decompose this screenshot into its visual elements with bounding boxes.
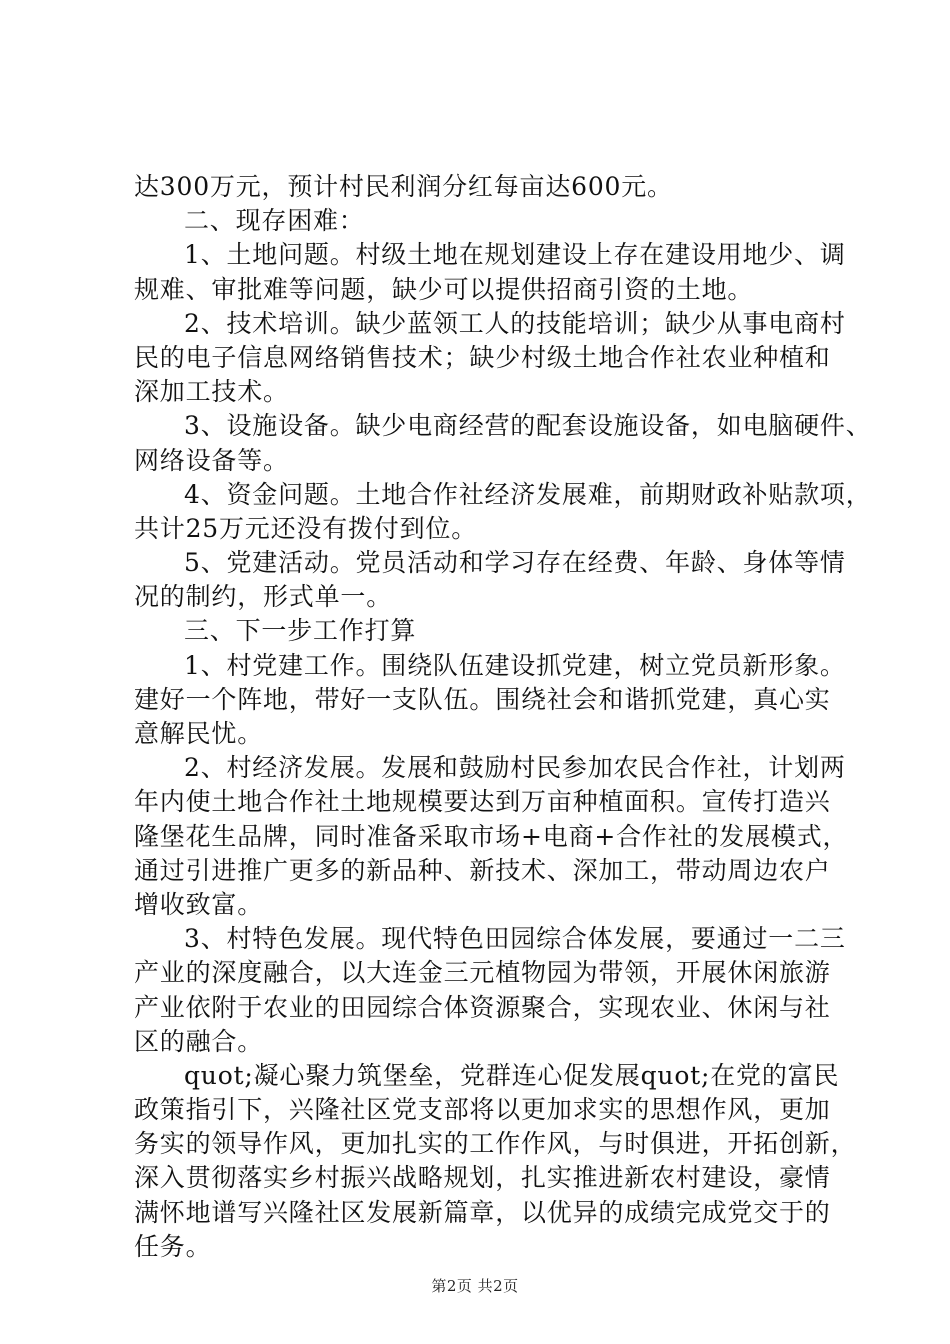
text-line: 规难、审批难等问题，缺少可以提供招商引资的土地。 [134,274,754,304]
text-line: quot;凝心聚力筑堡垒，党群连心促发展quot;在党的富民 [184,1060,840,1090]
text-line: 三、下一步工作打算 [184,616,417,646]
text-line: 建好一个阵地，带好一支队伍。围绕社会和谐抓党建，真心实 [134,684,831,714]
text-line: 区的融合。 [134,1026,264,1056]
text-line: 5、党建活动。党员活动和学习存在经费、年龄、身体等情 [184,548,846,578]
text-line: 产业依附于农业的田园综合体资源聚合，实现农业、休闲与社 [134,992,831,1022]
text-line: 4、资金问题。土地合作社经济发展难，前期财政补贴款项， [184,479,872,509]
text-line: 意解民忧。 [134,719,264,748]
text-line: 民的电子信息网络销售技术；缺少村级土地合作社农业种植和 [134,342,831,372]
text-line: 深加工技术。 [134,377,289,407]
text-line: 务实的领导作风，更加扎实的工作作风，与时俱进，开拓创新， [134,1129,857,1159]
text-line: 2、技术培训。缺少蓝领工人的技能培训；缺少从事电商村 [184,308,846,338]
text-line: 况的制约，形式单一。 [134,582,393,612]
text-line: 政策指引下，兴隆社区党支部将以更加求实的思想作风，更加 [134,1095,831,1125]
text-line: 隆堡花生品牌，同时准备采取市场+电商+合作社的发展模式， [134,821,849,851]
text-line: 达300万元，预计村民利润分红每亩达600元。 [134,172,673,201]
text-line: 通过引进推广更多的新品种、新技术、深加工，带动周边农户 [134,855,831,885]
text-line: 二、现存困难： [184,206,365,236]
text-line: 3、村特色发展。现代特色田园综合体发展，要通过一二三 [184,924,846,954]
text-line: 共计25万元还没有拨付到位。 [134,513,478,543]
text-line: 2、村经济发展。发展和鼓励村民参加农民合作社，计划两 [184,753,846,783]
page-footer: 第2页 共2页 [431,1277,519,1295]
text-line: 任务。 [134,1231,212,1261]
text-line: 年内使土地合作社土地规模要达到万亩种植面积。宣传打造兴 [134,787,831,817]
text-line: 增收致富。 [134,889,264,919]
document-body [134,170,872,1264]
text-line: 3、设施设备。缺少电商经营的配套设施设备，如电脑硬件、 [184,411,872,441]
text-line: 1、土地问题。村级土地在规划建设上存在建设用地少、调 [184,240,846,270]
text-line: 深入贯彻落实乡村振兴战略规划，扎实推进新农村建设，豪情 [134,1163,831,1193]
text-line: 产业的深度融合，以大连金三元植物园为带领，开展休闲旅游 [134,958,831,988]
text-line: 满怀地谱写兴隆社区发展新篇章，以优异的成绩完成党交于的 [134,1197,831,1227]
text-line: 1、村党建工作。围绕队伍建设抓党建，树立党员新形象。 [184,650,846,680]
text-line: 网络设备等。 [134,445,289,475]
